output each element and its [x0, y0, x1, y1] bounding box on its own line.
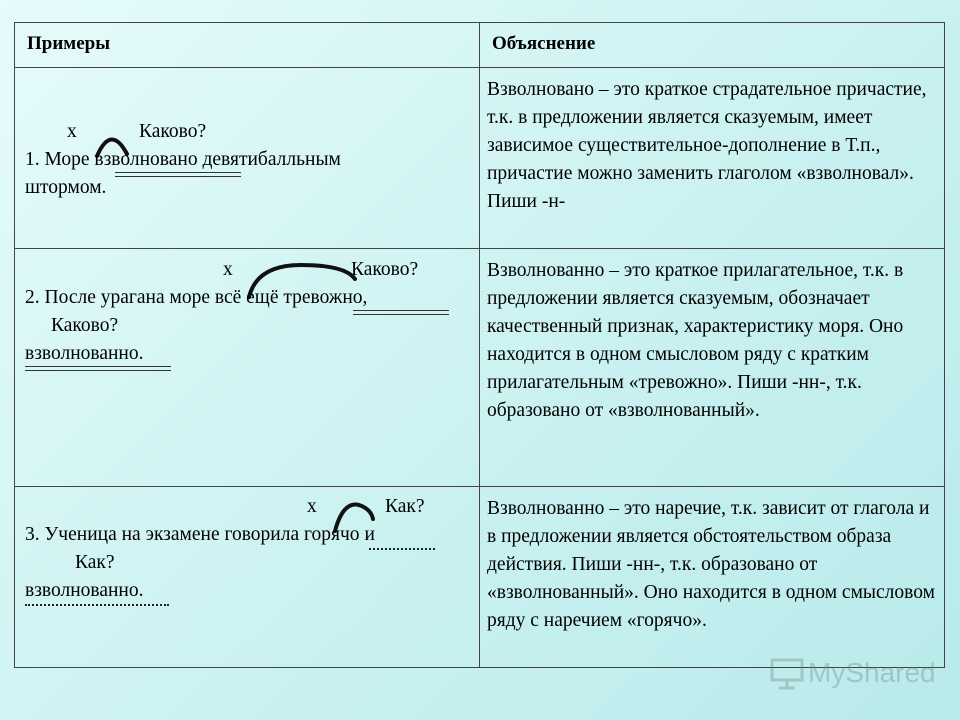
key-word: горячо: [304, 524, 360, 545]
explanation-cell-3: Взволнованно – это наречие, т.к. зависит от глагола и в предложении является обстоятельством образа действия. Пиши -нн-, т.к. образовано от «взволнованный». Оно находится в одном смысловом ряду с наречием «горячо».: [480, 487, 945, 668]
marker-x: х: [223, 259, 233, 280]
predicate-underline-2: [353, 314, 449, 315]
predicate-underline-2: [25, 370, 171, 371]
example-line-1: 3. Ученица на экзамене говорила горячо и: [25, 524, 375, 545]
marker-x: х: [67, 121, 77, 142]
adverbial-dotted-underline: [369, 548, 435, 550]
question-label: Как?: [385, 496, 425, 517]
grammar-table: [14, 22, 945, 668]
example-line-3: взволнованно.: [25, 343, 144, 364]
table-row: [15, 68, 945, 249]
marker-x: х: [307, 496, 317, 517]
explanation-cell-1: Взволновано – это краткое страдательное причастие, т.к. в предложении является сказуемым, имеет зависимое существительное-дополнение в Т.п., причастие можно заменить глаголом «взволновал». Пиши -н-: [480, 68, 945, 249]
example-line-1: 2. После урагана море всё ещё тревожно,: [25, 287, 368, 308]
table-row: [15, 487, 945, 668]
watermark-text: MyShared: [808, 657, 936, 688]
header-explanation: Объяснение: [480, 23, 945, 68]
question-label: Каково?: [351, 259, 419, 280]
question-label: Каково?: [139, 121, 207, 142]
example-line-3: взволнованно.: [25, 580, 144, 601]
explanation-cell-2: Взволнованно – это краткое прилагательное, т.к. в предложении является сказуемым, обозначает качественный признак, характеристику моря. Оно находится в одном смысловом ряду с кратким прилагательным «тревожно». Пиши -нн-, т.к. образовано от «взволнованный».: [480, 249, 945, 487]
question-label-2: Каково?: [51, 315, 119, 336]
header-examples: Примеры: [15, 23, 480, 68]
predicate-underline-1: [115, 172, 241, 173]
key-word: взволновано: [94, 149, 198, 170]
watermark-logo: [770, 656, 936, 690]
example-cell-1: [15, 68, 480, 249]
question-label-2: Как?: [75, 552, 115, 573]
key-word: тревожно: [283, 287, 363, 308]
predicate-underline-1: [25, 366, 171, 367]
example-line-2: штормом.: [25, 177, 107, 198]
example-cell-3: [15, 487, 480, 668]
key-word: взволнованно: [25, 580, 139, 601]
predicate-underline-1: [353, 310, 449, 311]
example-line-1: 1. Море взволновано девятибалльным: [25, 149, 341, 170]
key-word: взволнованно: [25, 343, 139, 364]
adverbial-dotted-underline: [25, 604, 169, 606]
table-row: [15, 249, 945, 487]
presentation-board-icon: [770, 656, 804, 690]
table-header-row: [15, 23, 945, 68]
example-cell-2: [15, 249, 480, 487]
predicate-underline-2: [115, 176, 241, 177]
